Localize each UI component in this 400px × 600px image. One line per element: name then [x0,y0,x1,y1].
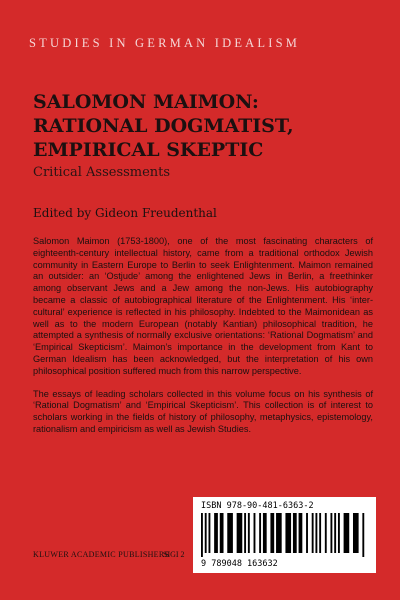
book-subtitle: Critical Assessments [33,165,171,180]
blurb-paragraph-1: Salomon Maimon (1753-1800), one of the most fascinating characters of eighteenth-century intellectual history, came from a traditional orthodox Jewish community in Eastern Europe to Berlin to seek Enlightenment. Maimon remained an outsider: an ‘Ostjude’ among the enlightened Jews in Berlin, a freethinker among observant Jews and a Jew among the non-Jews. His autobiography became a classic of autobiographical literature of the Enlightenment. His ‘inter-cultural’ experience is reflected in his philosophy. Indebted to the Maimonidean as well as to the modern European (notably Kantian) philosophical tradition, he attempted a synthesis of normally exclusive orientations: ‘Rational Dogmatism’ and ‘Empirical Skepticism’. Maimon’s importance in the development from Kant to German Idealism has been acknowledged, but the interpretation of his own philosophical position suffered much from this narrow perspective. [33,236,373,376]
publisher-name: KLUWER ACADEMIC PUBLISHERS [33,550,170,559]
editor-credit: Edited by Gideon Freudenthal [33,206,217,220]
book-title-line-2: RATIONAL DOGMATIST, [33,115,294,137]
blurb-paragraph-2: The essays of leading scholars collected in this volume focus on his synthesis of ‘Rational Dogmatism’ and ‘Empirical Skepticism’. This collection is of interest to scholars working in the fields of history of philosophy, metaphysics, epistemology, rationalism and empiricism as well as Jewish Studies. [33,388,373,434]
barcode-panel [193,497,376,573]
blurb [33,236,373,447]
isbn-label: ISBN 978-90-481-6363-2 [201,501,314,511]
book-title-line-1: SALOMON MAIMON: [33,91,259,113]
barcode-number: 9 789048 163632 [201,559,278,569]
book-title-line-3: EMPIRICAL SKEPTIC [33,139,264,161]
book-title [33,90,294,162]
series-title: STUDIES IN GERMAN IDEALISM [29,36,301,50]
barcode-icon [201,513,368,557]
series-number: SIGI 2 [163,550,185,559]
